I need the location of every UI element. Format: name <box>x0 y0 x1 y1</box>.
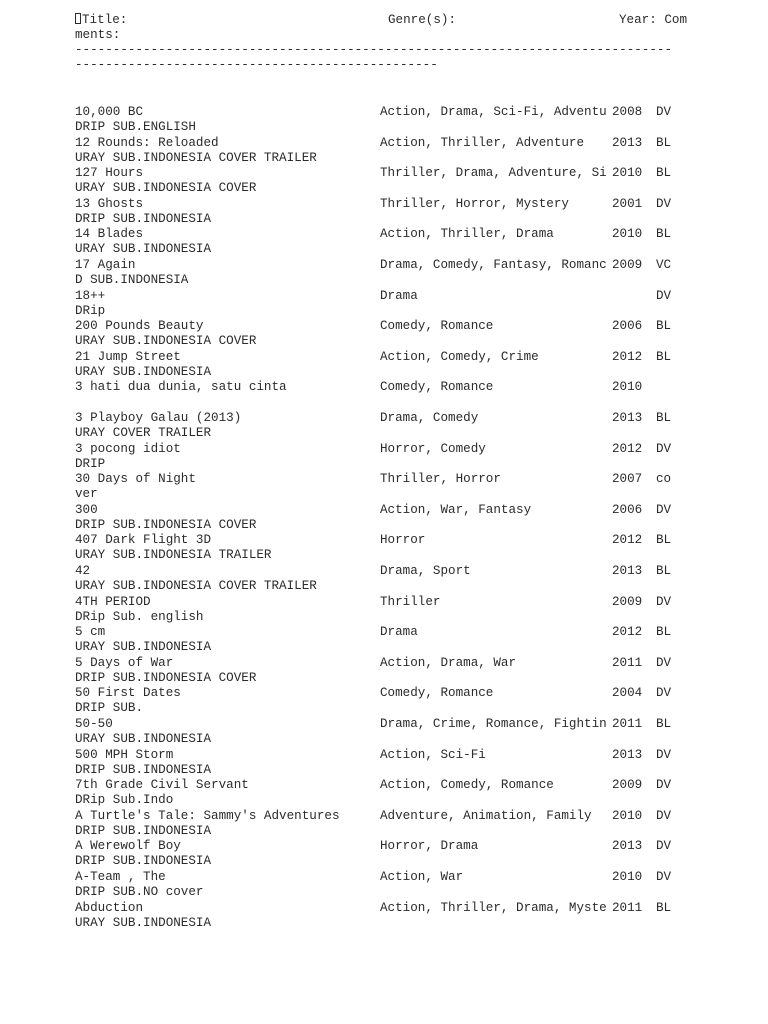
movie-year: 2009 <box>612 594 643 609</box>
movie-year: 2013 <box>612 839 643 854</box>
movie-comment: URAY COVER TRAILER <box>75 426 212 440</box>
movie-title: 10,000 BC <box>75 105 144 119</box>
movie-genre: Action, Drama, War <box>380 655 517 670</box>
movie-comment: URAY SUB.INDONESIA COVER <box>75 334 257 349</box>
movie-year: 2011 <box>612 655 643 670</box>
header-rule-1: ------------------------------------------------------------------------------- <box>75 43 673 57</box>
movie-comment: ver <box>75 487 98 502</box>
movie-genre: Action, Sci-Fi <box>380 747 486 762</box>
movie-comment: DRip Sub. english <box>75 609 204 624</box>
movie-comment: URAY SUB.INDONESIA <box>75 242 212 257</box>
movie-comment: DRIP SUB.INDONESIA <box>75 823 212 838</box>
movie-comment: DRIP SUB.INDONESIA COVER <box>75 670 257 685</box>
movie-format: co <box>656 472 672 487</box>
movie-comment: DRIP SUB.NO cover <box>75 885 204 899</box>
movie-comment: DRIP SUB.ENGLISH <box>75 120 196 134</box>
movie-year: 2011 <box>612 717 643 731</box>
movie-genre: Action, War, Fantasy <box>380 502 532 517</box>
movie-year: 2013 <box>612 411 643 425</box>
movie-title: A Werewolf Boy <box>75 839 181 854</box>
movie-title: 3 hati dua dunia, satu cinta <box>75 380 287 395</box>
movie-format: BL <box>656 900 672 915</box>
movie-comment: DRip Sub.Indo <box>75 793 174 808</box>
movie-title: 300 <box>75 502 98 517</box>
movie-year: 2013 <box>612 564 643 578</box>
movie-comment: DRIP <box>75 456 106 471</box>
movie-title: 14 Blades <box>75 227 144 242</box>
movie-format: BL <box>656 135 672 150</box>
movie-year: 2006 <box>612 319 643 334</box>
movie-format: DV <box>656 808 672 823</box>
movie-year: 2001 <box>612 196 643 211</box>
movie-format: DV <box>656 196 672 211</box>
movie-title: Abduction <box>75 900 144 915</box>
movie-format: BL <box>656 349 672 364</box>
movie-comment: DRIP SUB.INDONESIA <box>75 762 212 777</box>
movie-genre: Action, Thriller, Drama <box>380 227 554 242</box>
movie-format: BL <box>656 411 672 425</box>
movie-comment: DRIP SUB.INDONESIA <box>75 854 212 869</box>
movie-year: 2009 <box>612 778 643 793</box>
movie-format: DV <box>656 655 672 670</box>
movie-comment: URAY SUB.INDONESIA <box>75 364 212 379</box>
movie-format: DV <box>656 747 672 762</box>
movie-format: DV <box>656 839 672 854</box>
movie-genre: Comedy, Romance <box>380 686 494 701</box>
movie-genre: Comedy, Romance <box>380 319 494 334</box>
movie-year: 2006 <box>612 502 643 517</box>
movie-comment: URAY SUB.INDONESIA COVER TRAILER <box>75 150 317 165</box>
movie-genre: Horror, Comedy <box>380 441 486 456</box>
header-rule-2: ------------------------------------------------ <box>75 58 438 72</box>
movie-year: 2010 <box>612 227 643 242</box>
movie-genre: Action, Thriller, Drama, Myste <box>380 900 607 915</box>
movie-genre: Horror, Drama <box>380 839 479 854</box>
movie-genre: Action, Comedy, Romance <box>380 778 554 793</box>
movie-year: 2010 <box>612 808 643 823</box>
movie-year: 2007 <box>612 472 643 487</box>
movie-comment: DRIP SUB. <box>75 701 144 716</box>
movie-title: 127 Hours <box>75 166 144 181</box>
movie-comment: URAY SUB.INDONESIA <box>75 640 212 655</box>
movie-title: 30 Days of Night <box>75 472 196 487</box>
comments-header-continuation: ments: <box>75 28 121 42</box>
missing-glyph-icon <box>75 13 81 24</box>
movie-genre: Drama <box>380 625 418 640</box>
movie-comment: DRIP SUB.INDONESIA <box>75 211 212 226</box>
movie-format: BL <box>656 625 672 640</box>
movie-format: BL <box>656 166 672 181</box>
movie-genre: Drama, Sport <box>380 564 471 578</box>
movie-title: 200 Pounds Beauty <box>75 319 204 334</box>
movie-genre: Action, Comedy, Crime <box>380 349 539 364</box>
movie-format: DV <box>656 870 672 884</box>
movie-genre: Comedy, Romance <box>380 380 494 395</box>
movie-format: VC <box>656 258 672 272</box>
movie-comment: DRip <box>75 303 106 318</box>
movie-format: BL <box>656 227 672 242</box>
movie-comment: URAY SUB.INDONESIA COVER TRAILER <box>75 579 317 593</box>
movie-genre: Thriller, Horror, Mystery <box>380 196 569 211</box>
movie-year: 2010 <box>612 166 643 181</box>
title-column-header: Title: <box>75 13 127 28</box>
movie-year: 2012 <box>612 625 643 640</box>
movie-comment: D SUB.INDONESIA <box>75 273 189 287</box>
movie-title: 3 Playboy Galau (2013) <box>75 411 242 425</box>
movie-year: 2011 <box>612 900 643 915</box>
movie-title: 13 Ghosts <box>75 196 144 211</box>
movie-title: 407 Dark Flight 3D <box>75 533 212 548</box>
movie-year: 2004 <box>612 686 643 701</box>
movie-comment: URAY SUB.INDONESIA <box>75 915 212 930</box>
movie-year: 2013 <box>612 135 643 150</box>
movie-title: 21 Jump Street <box>75 349 181 364</box>
movie-format: BL <box>656 319 672 334</box>
movie-comment: URAY SUB.INDONESIA <box>75 732 212 746</box>
movie-format: DV <box>656 441 672 456</box>
movie-genre: Action, War <box>380 870 464 884</box>
movie-format: BL <box>656 564 672 578</box>
movie-year: 2010 <box>612 380 643 395</box>
movie-format: DV <box>656 502 672 517</box>
movie-year: 2012 <box>612 349 643 364</box>
movie-year: 2009 <box>612 258 643 272</box>
movie-genre: Action, Thriller, Adventure <box>380 135 585 150</box>
movie-title: 5 Days of War <box>75 655 174 670</box>
movie-title: 42 <box>75 564 91 578</box>
movie-format: DV <box>656 288 672 303</box>
movie-title: 50 First Dates <box>75 686 181 701</box>
movie-title: 7th Grade Civil Servant <box>75 778 249 793</box>
movie-title: 500 MPH Storm <box>75 747 174 762</box>
movie-title: 4TH PERIOD <box>75 594 151 609</box>
movie-genre: Action, Drama, Sci-Fi, Adventu <box>380 105 607 119</box>
movie-year: 2013 <box>612 747 643 762</box>
movie-comment: URAY SUB.INDONESIA COVER <box>75 181 257 196</box>
movie-title: 18++ <box>75 288 106 303</box>
movie-format: DV <box>656 778 672 793</box>
movie-title: A Turtle's Tale: Sammy's Adventures <box>75 808 340 823</box>
movie-year: 2012 <box>612 533 643 548</box>
movie-title: 17 Again <box>75 258 136 272</box>
movie-genre: Drama, Comedy <box>380 411 479 425</box>
movie-genre: Drama, Crime, Romance, Fightin <box>380 717 607 731</box>
genre-column-header: Genre(s): <box>388 13 457 27</box>
movie-year: 2008 <box>612 105 643 119</box>
movie-format: DV <box>656 105 672 119</box>
movie-comment: DRIP SUB.INDONESIA COVER <box>75 517 257 532</box>
movie-genre: Thriller <box>380 594 441 609</box>
movie-genre: Thriller, Horror <box>380 472 501 487</box>
movie-genre: Horror <box>380 533 426 548</box>
movie-year: 2010 <box>612 870 643 884</box>
year-comments-column-header: Year: Com <box>619 13 688 27</box>
movie-genre: Thriller, Drama, Adventure, Si <box>380 166 607 181</box>
movie-title: 50-50 <box>75 717 113 731</box>
movie-title: 12 Rounds: Reloaded <box>75 135 219 150</box>
movie-genre: Drama, Comedy, Fantasy, Romanc <box>380 258 607 272</box>
movie-title: 3 pocong idiot <box>75 441 181 456</box>
movie-comment: URAY SUB.INDONESIA TRAILER <box>75 548 272 563</box>
movie-format: DV <box>656 594 672 609</box>
movie-genre: Adventure, Animation, Family <box>380 808 592 823</box>
movie-genre: Drama <box>380 288 418 303</box>
movie-title: 5 cm <box>75 625 106 640</box>
movie-format: DV <box>656 686 672 701</box>
movie-format: BL <box>656 533 672 548</box>
movie-year: 2012 <box>612 441 643 456</box>
movie-title: A-Team , The <box>75 870 166 884</box>
movie-format: BL <box>656 717 672 731</box>
